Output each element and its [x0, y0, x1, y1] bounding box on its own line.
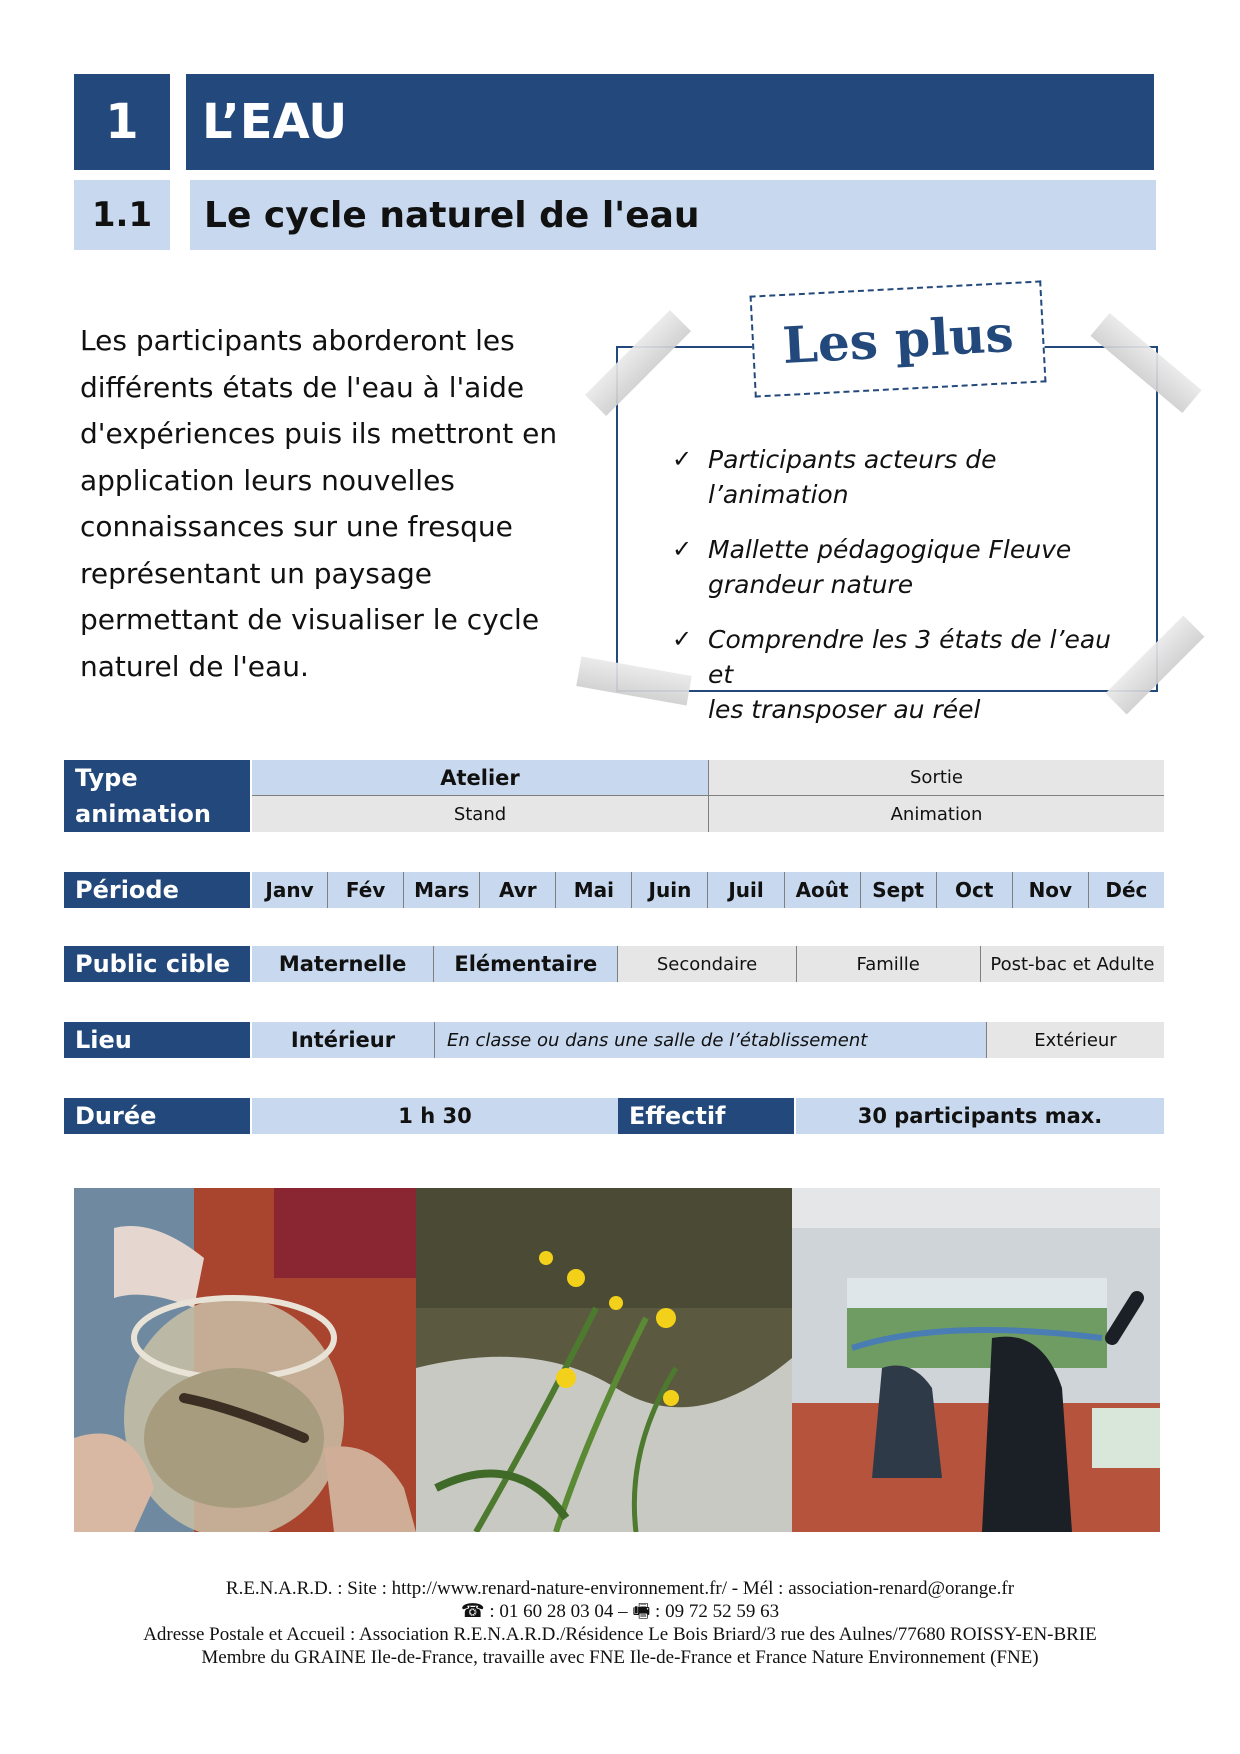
month-cell: Avr [479, 872, 555, 908]
checkmark-icon: ✓ [672, 625, 693, 653]
type-animation-option: Animation [708, 796, 1164, 832]
month-cell: Juin [631, 872, 707, 908]
month-cell: Déc [1088, 872, 1164, 908]
intro-line: Les participants aborderont les [80, 324, 515, 357]
photo-larva-jar [74, 1188, 416, 1532]
plus-item [672, 532, 1142, 602]
lieu-interieur: Intérieur [252, 1022, 434, 1058]
intro-line: d'expériences puis ils mettront en [80, 417, 558, 450]
effectif-value: 30 participants max. [796, 1098, 1164, 1134]
lieu-detail: En classe ou dans une salle de l’établissement [434, 1022, 986, 1058]
les-plus-title: Les plus [750, 280, 1047, 397]
intro-line: permettant de visualiser le cycle [80, 603, 540, 636]
duree-value: 1 h 30 [252, 1098, 618, 1134]
public-elementaire: Elémentaire [433, 946, 617, 982]
public-cible-label: Public cible [64, 946, 250, 982]
public-secondaire: Secondaire [617, 946, 795, 982]
month-cell: Sept [860, 872, 936, 908]
intro-line: représentant un paysage [80, 556, 432, 590]
lieu-label: Lieu [64, 1022, 250, 1058]
fax-icon: 🖷 [632, 1601, 651, 1622]
plus-item [672, 622, 1142, 727]
footer-line-member: Membre du GRAINE Ile-de-France, travaille avec FNE Ile-de-France et France Nature Environnement (FNE) [201, 1647, 1039, 1668]
public-cible-options [252, 946, 1164, 982]
photo-classroom-fresque [792, 1188, 1160, 1532]
footer-line-site: R.E.N.A.R.D. : Site : http://www.renard-nature-environnement.fr/ - Mél : association-renard@orange.fr [225, 1578, 1015, 1599]
public-post-bac-adulte: Post-bac et Adulte [980, 946, 1164, 982]
public-famille: Famille [796, 946, 980, 982]
intro-line: application leurs nouvelles [80, 463, 455, 497]
type-stand: Stand [252, 796, 708, 832]
subsection-title: Le cycle naturel de l'eau [190, 180, 1156, 250]
month-cell: Janv [252, 872, 327, 908]
month-cell: Mai [555, 872, 631, 908]
month-cell: Mars [403, 872, 479, 908]
month-cell: Nov [1012, 872, 1088, 908]
checkmark-icon: ✓ [672, 535, 693, 563]
public-maternelle: Maternelle [252, 946, 433, 982]
phone-icon: ☎ [460, 1601, 485, 1622]
type-label-line: animation [75, 800, 211, 828]
type-label-line: Type [75, 764, 138, 792]
effectif-label: Effectif [618, 1098, 794, 1134]
month-cell: Oct [936, 872, 1012, 908]
subsection-number: 1.1 [74, 180, 170, 250]
footer-fax: : 09 72 52 59 63 [655, 1601, 780, 1622]
month-cell: Juil [707, 872, 783, 908]
plus-item [672, 442, 1142, 512]
periode-label: Période [64, 872, 250, 908]
periode-months [252, 872, 1164, 908]
intro-line: naturel de l'eau. [80, 649, 309, 683]
photo-water-flowers [416, 1188, 792, 1532]
intro-line: différents états de l'eau à l'aide [80, 370, 525, 404]
plus-item-text: grandeur nature [708, 570, 914, 599]
intro-line: connaissances sur une fresque [80, 510, 513, 543]
type-animation-label [64, 760, 250, 832]
duree-label: Durée [64, 1098, 250, 1134]
lieu-exterieur: Extérieur [986, 1022, 1164, 1058]
les-plus-list [672, 442, 1142, 747]
footer-line-address: Adresse Postale et Accueil : Association R.E.N.A.R.D./Résidence Le Bois Briard/3 rue des Aulnes/77680 ROISSY-EN-BRIE [143, 1624, 1097, 1645]
month-cell: Fév [327, 872, 403, 908]
footer-phone: : 01 60 28 03 04 – [489, 1601, 628, 1622]
section-title: L’EAU [186, 74, 1154, 170]
footer-line-phone [0, 1601, 1240, 1623]
plus-item-text: Comprendre les 3 états de l’eau et [708, 625, 1112, 689]
plus-item-text: Mallette pédagogique Fleuve [708, 535, 1072, 564]
intro-paragraph [80, 318, 568, 690]
type-atelier: Atelier [252, 760, 708, 796]
plus-item-text: Participants acteurs de l’animation [708, 445, 997, 509]
month-cell: Août [784, 872, 860, 908]
type-sortie: Sortie [708, 760, 1164, 796]
section-number: 1 [74, 74, 170, 170]
plus-item-text: les transposer au réel [708, 695, 981, 724]
checkmark-icon: ✓ [672, 445, 693, 473]
